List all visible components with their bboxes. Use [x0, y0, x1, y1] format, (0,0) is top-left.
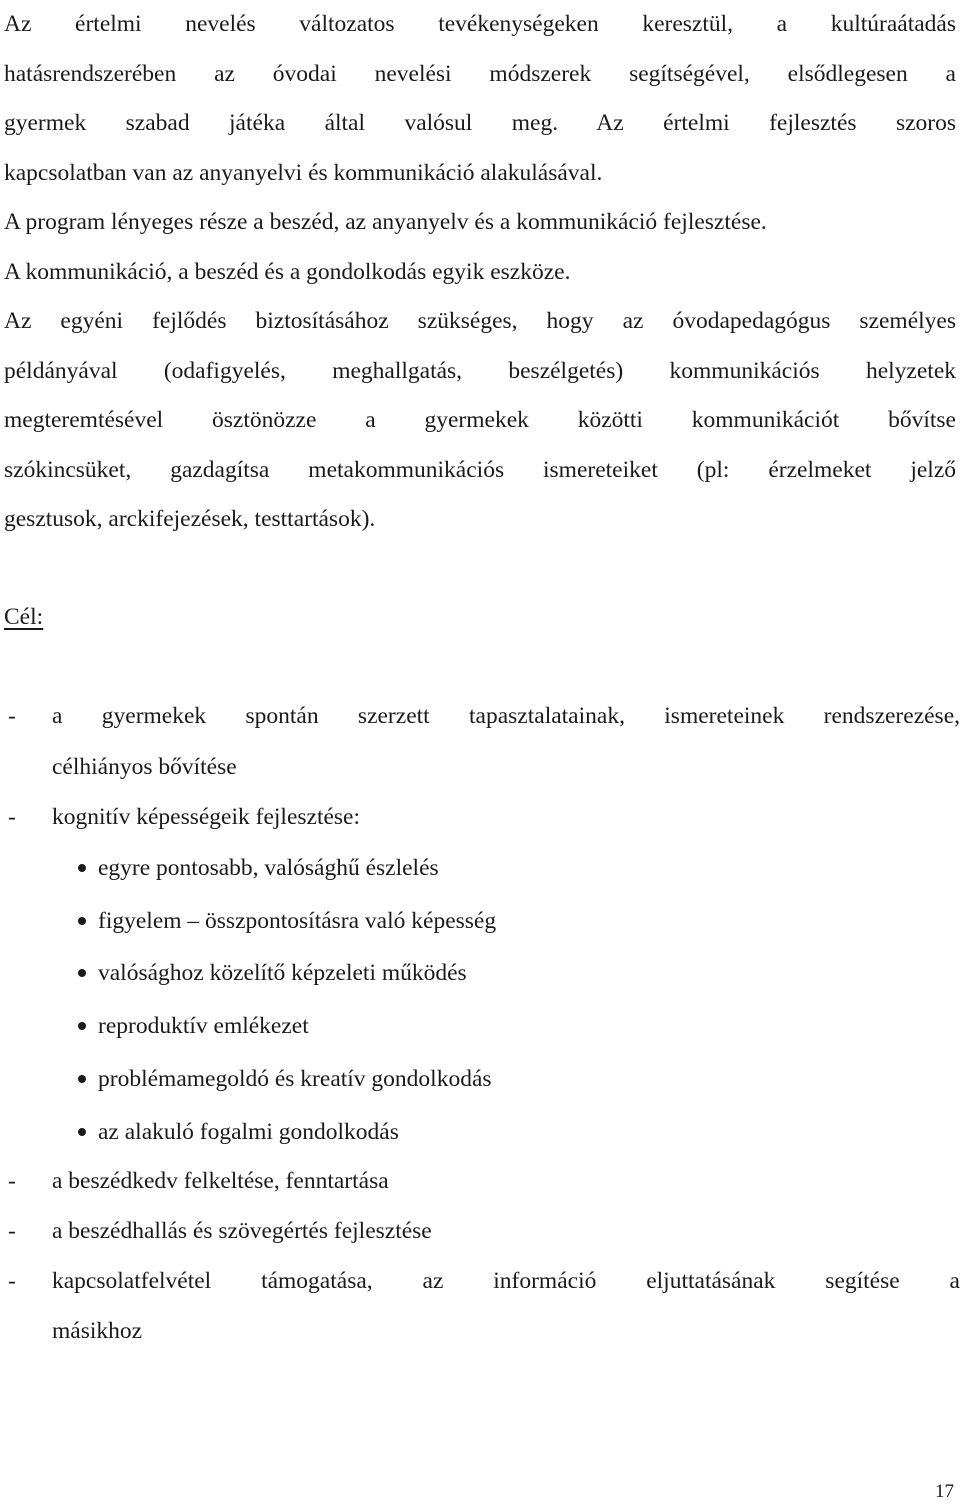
intro-line: A program lényeges része a beszéd, az anyanyelv és a kommunikáció fejlesztése. [4, 209, 767, 235]
dash-marker: - [8, 1168, 16, 1194]
intro-line: Az egyéni fejlődés biztosításához szükséges, hogy az óvodapedagógus személyes [4, 308, 956, 334]
intro-line: gyermek szabad játéka által valósul meg. Az értelmi fejlesztés szoros [4, 110, 956, 136]
sub-list-item: reproduktív emlékezet [98, 1013, 309, 1039]
dash-marker: - [8, 1218, 16, 1244]
sub-list-item: valósághoz közelítő képzeleti működés [98, 960, 467, 986]
list-item-line: a beszédhallás és szövegértés fejlesztése [52, 1218, 432, 1244]
bullet-dot [78, 1022, 86, 1030]
sub-list-item: figyelem – összpontosításra való képesség [98, 908, 497, 934]
list-item-line: kapcsolatfelvétel támogatása, az információ eljuttatásának segítése a [52, 1268, 960, 1294]
list-item-line: célhiányos bővítése [52, 754, 237, 780]
intro-line: Az értelmi nevelés változatos tevékenységeken keresztül, a kultúraátadás [4, 11, 956, 37]
section-heading: Cél: [4, 604, 44, 630]
intro-section [4, 0, 956, 545]
sub-list-item: problémamegoldó és kreatív gondolkodás [98, 1066, 492, 1092]
bullet-dot [78, 1075, 86, 1083]
list-item-line: a gyermekek spontán szerzett tapasztalatainak, ismereteinek rendszerezése, [52, 703, 960, 729]
intro-line: megteremtésével ösztönözze a gyermekek közötti kommunikációt bővítse [4, 407, 956, 433]
list-item-line: másikhoz [52, 1318, 143, 1344]
intro-line: gesztusok, arckifejezések, testtartások). [4, 506, 376, 532]
list-item-line: a beszédkedv felkeltése, fenntartása [52, 1168, 389, 1194]
dash-marker: - [8, 804, 16, 830]
bullet-dot [78, 1128, 86, 1136]
sub-list-item: egyre pontosabb, valósághű észlelés [98, 855, 439, 881]
intro-line: kapcsolatban van az anyanyelvi és kommunikáció alakulásával. [4, 159, 603, 186]
page-number: 17 [935, 1481, 954, 1502]
intro-line: hatásrendszerében az óvodai nevelési módszerek segítségével, elsődlegesen a [4, 60, 956, 87]
intro-line: példányával (odafigyelés, meghallgatás, beszélgetés) kommunikációs helyzetek [4, 357, 956, 384]
sub-list-item: az alakuló fogalmi gondolkodás [98, 1119, 399, 1145]
list-item-line: kognitív képességeik fejlesztése: [52, 804, 361, 830]
intro-line: A kommunikáció, a beszéd és a gondolkodás egyik eszköze. [4, 258, 571, 285]
bullet-dot [78, 864, 86, 872]
bullet-dot [78, 917, 86, 925]
dash-marker: - [8, 703, 16, 729]
dash-marker: - [8, 1268, 16, 1294]
intro-line: szókincsüket, gazdagítsa metakommunikációs ismereteiket (pl: érzelmeket jelző [4, 456, 956, 483]
bullet-dot [78, 969, 86, 977]
